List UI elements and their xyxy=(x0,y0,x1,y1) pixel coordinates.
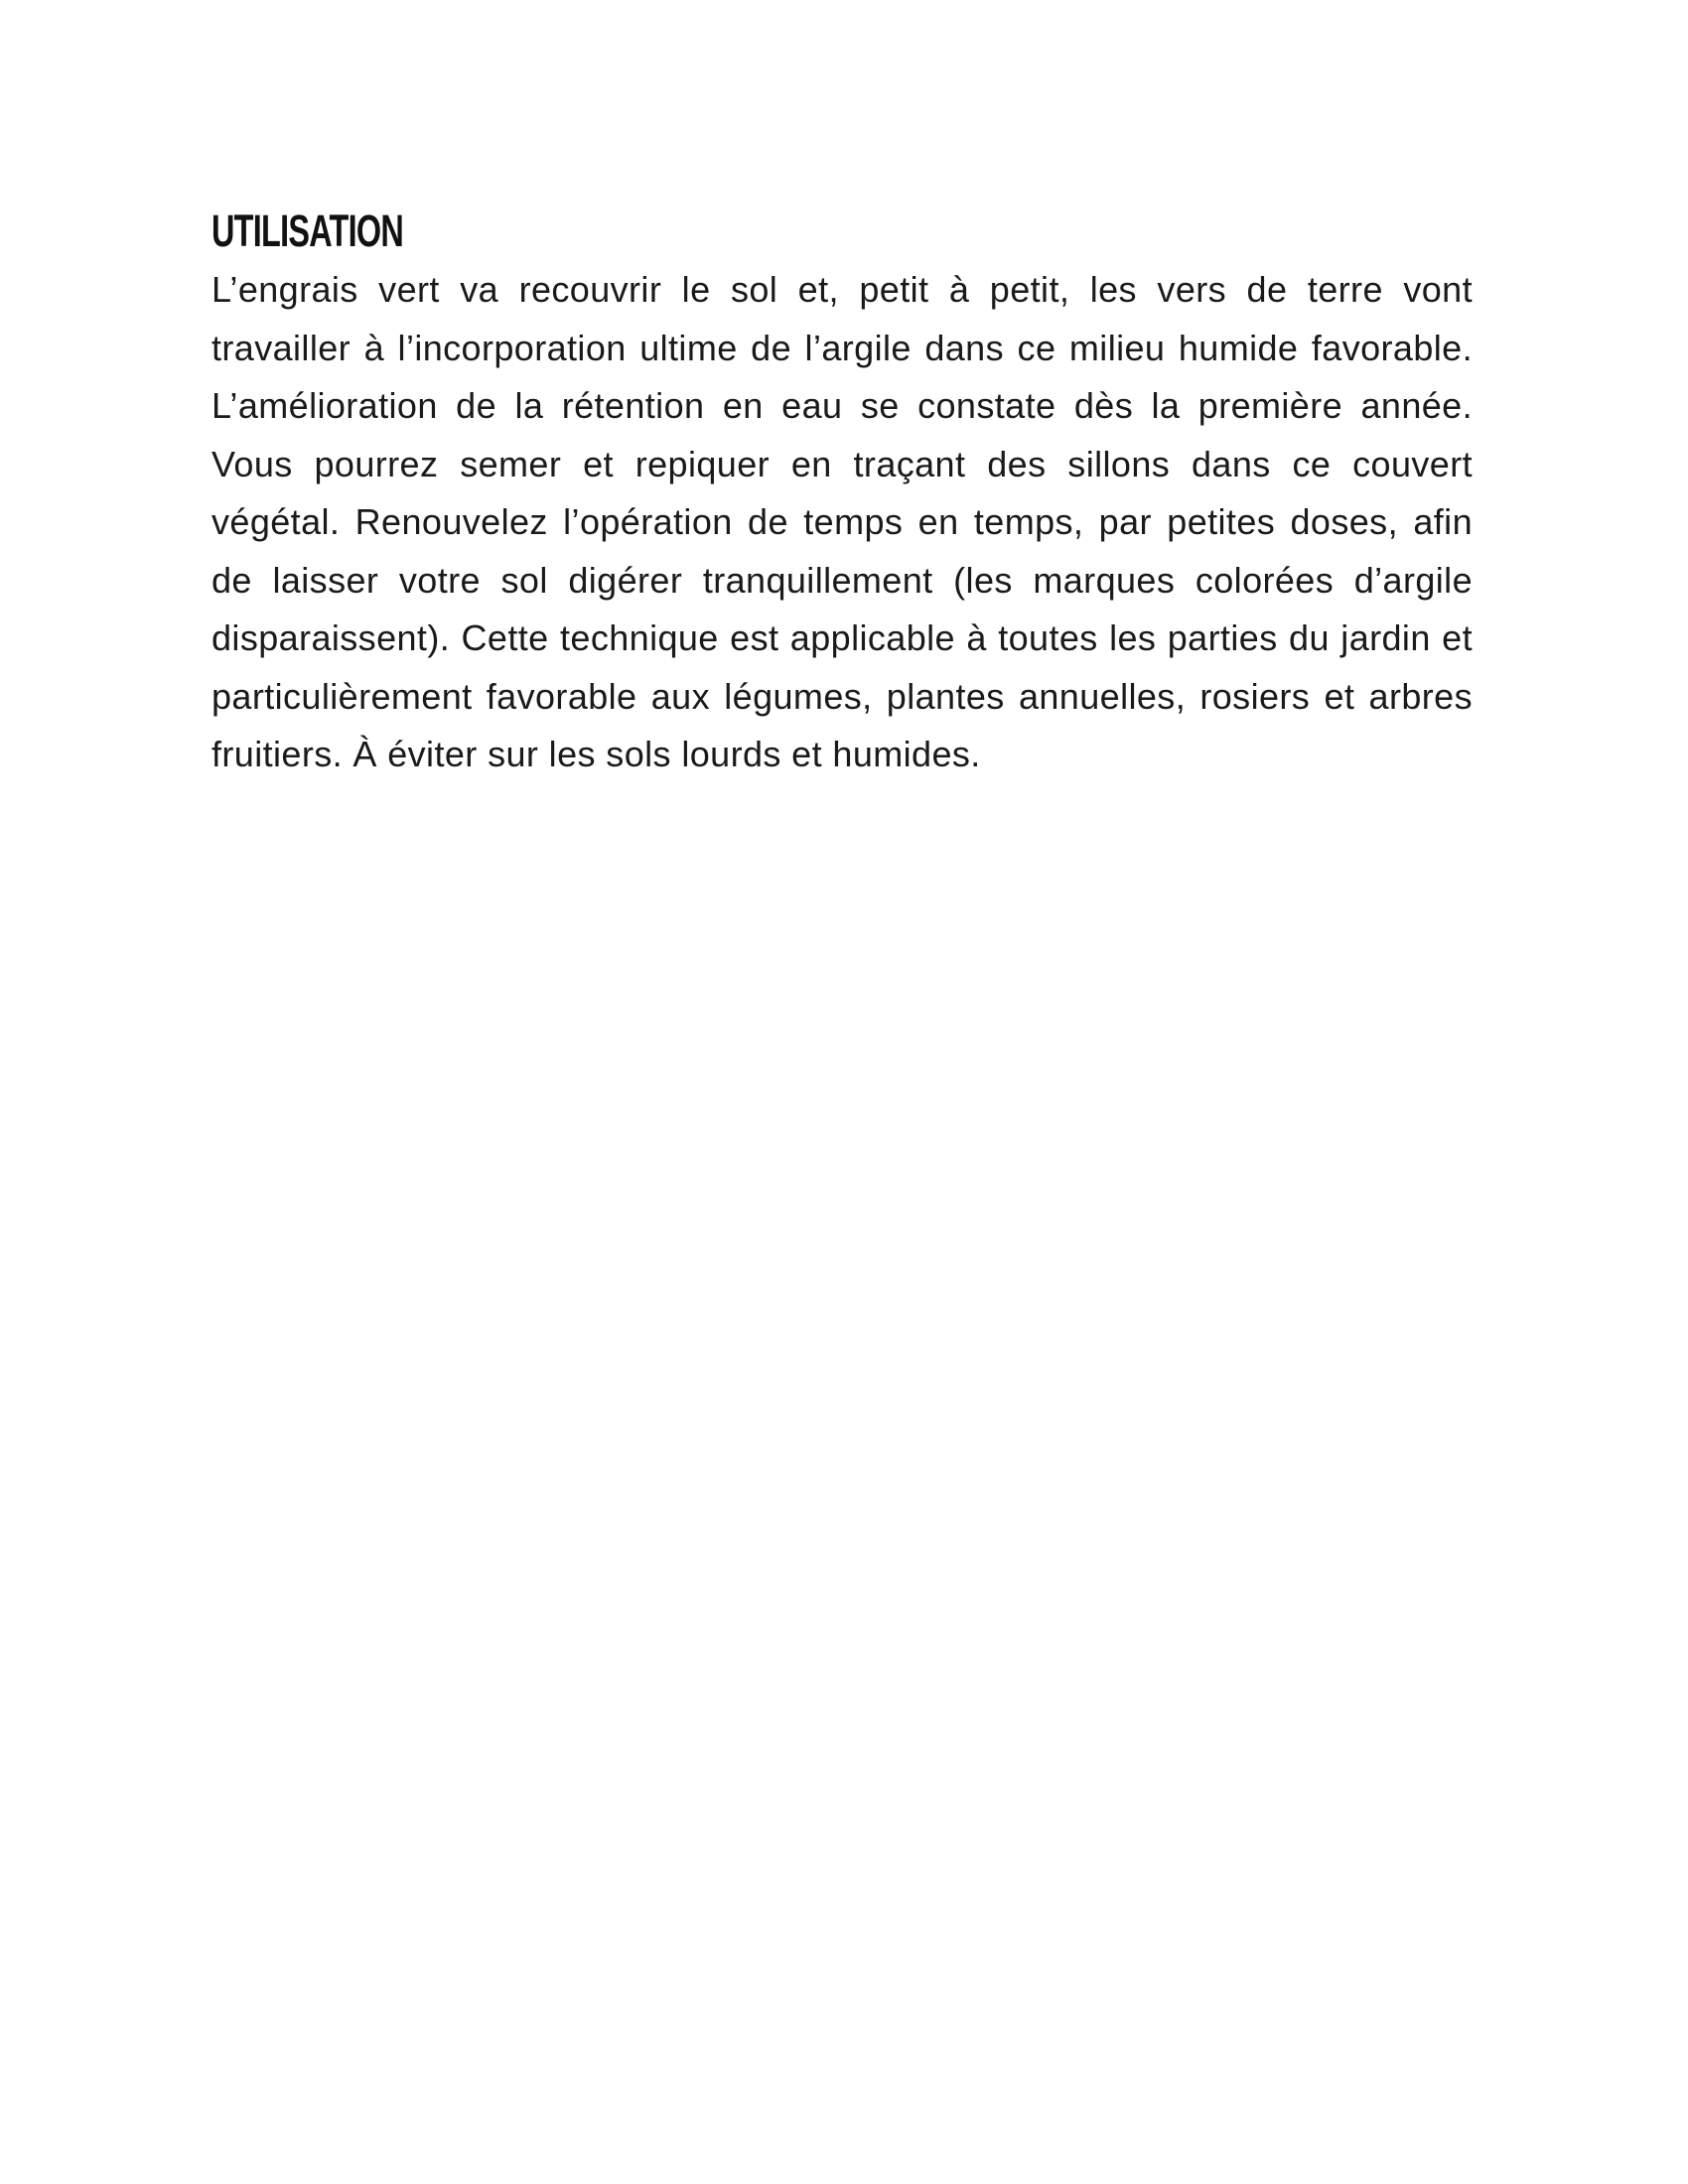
section-title: UTILISATION xyxy=(211,205,404,256)
section-paragraph: L’engrais vert va recouvrir le sol et, petit à petit, les vers de terre vont travailler à l’incorporation ultime de l’argile dans ce milieu humide favorable. L’amélioration de la rétention en eau se constate dès la première année. Vous pourrez semer et repiquer en traçant des sillons dans ce couvert végétal. Renouvelez l’opération de temps en temps, par petites doses, afin de laisser votre sol digérer tranquillement (les marques colorées d’argile disparaissent). Cette technique est applicable à toutes les parties du jardin et particulièrement favorable aux légumes, plantes annuelles, rosiers et arbres fruitiers. À éviter sur les sols lourds et humides. xyxy=(211,269,1473,774)
section-utilisation xyxy=(211,204,1473,784)
